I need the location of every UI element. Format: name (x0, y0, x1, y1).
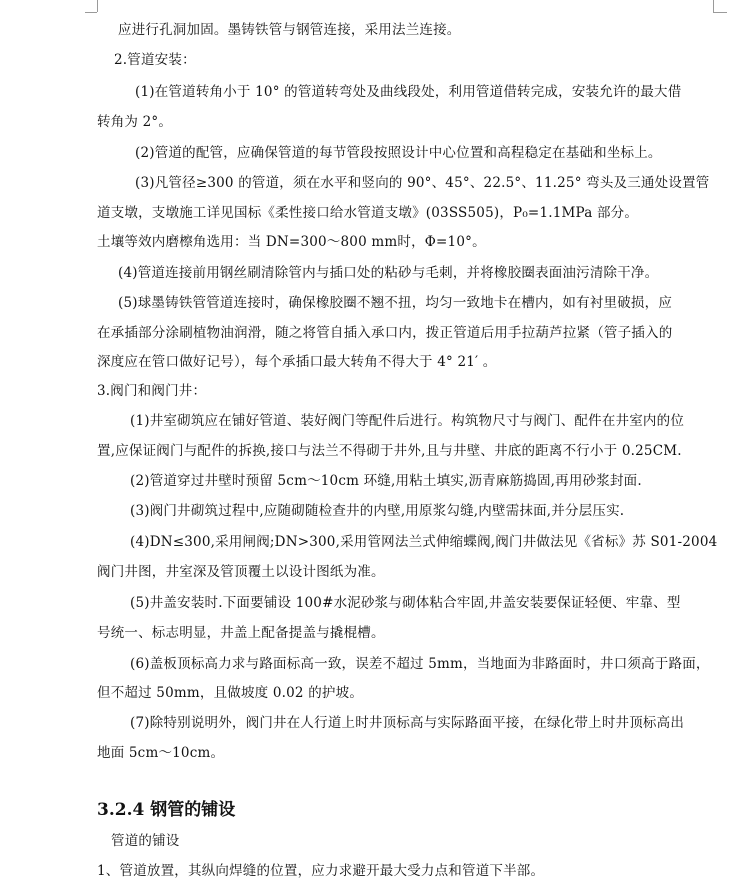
paragraph-line: (2)管道的配管，应确保管道的每节管段按照设计中心位置和高程稳定在基础和坐标上。 (135, 145, 662, 161)
paragraph-line: (1)在管道转角小于 10° 的管道转弯处及曲线段处，利用管道借转完成，安装允许的最大借 (135, 84, 682, 100)
paragraph-line: (1)井室砌筑应在铺好管道、装好阀门等配件后进行。构筑物尺寸与阀门、配件在井室内的位 (130, 413, 685, 429)
paragraph-line: (4)DN≤300,采用闸阀;DN>300,采用管网法兰式伸缩蝶阀,阀门井做法见《省标》苏 S01-2004 (130, 534, 718, 550)
paragraph-line: 但不超过 50mm，且做坡度 0.02 的护坡。 (97, 685, 364, 701)
paragraph-line: (6)盖板顶标高力求与路面标高一致，误差不超过 5mm，当地面为非路面时，井口须高于路面， (130, 656, 710, 672)
paragraph-line: 1、管道放置，其纵向焊缝的位置，应力求避开最大受力点和管道下半部。 (97, 863, 545, 879)
section-label-valves: 3.阀门和阀门井： (97, 383, 207, 399)
section-label-pipe-installation: 2.管道安装： (114, 52, 196, 68)
margin-mark-top-right-vertical (713, 0, 714, 12)
paragraph-line: 道支墩，支墩施工详见国标《柔性接口给水管道支墩》(03SS505)，P₀=1.1MPa 部分。 (97, 205, 639, 221)
sub-heading: 管道的铺设 (111, 833, 180, 849)
margin-mark-top-left-horizontal (85, 12, 97, 13)
paragraph-line: 置,应保证阀门与配件的拆换,接口与法兰不得砌于井外,且与井壁、井底的距离不行小于 0.25CM. (97, 443, 682, 459)
paragraph-line: (4)管道连接前用钢丝刷清除管内与插口处的粘砂与毛刺，并将橡胶圈表面油污清除干净。 (118, 265, 659, 281)
paragraph-line: 深度应在管口做好记号），每个承插口最大转角不得大于 4° 21′ 。 (97, 354, 497, 370)
paragraph-line: 土壤等效内磨檫角选用：当 DN=300～800 mm时，Φ=10°。 (97, 234, 486, 250)
paragraph-line: 应进行孔洞加固。墨铸铁管与钢管连接，采用法兰连接。 (118, 22, 461, 38)
section-heading: 3.2.4 钢管的铺设 (97, 800, 236, 820)
paragraph-line: 号统一、标志明显，井盖上配备提盖与撬棍槽。 (97, 625, 385, 641)
paragraph-line: 转角为 2°。 (97, 114, 173, 130)
paragraph-line: 在承插部分涂刷植物油润滑，随之将管自插入承口内，拨正管道后用手拉葫芦拉紧（管子插入的 (97, 325, 673, 341)
paragraph-line: (5)井盖安装时.下面要铺设 100#水泥砂浆与砌体粘合牢固,井盖安装要保证轻便、牢靠、型 (130, 595, 681, 611)
paragraph-line: (5)球墨铸铁管管道连接时，确保橡胶圈不翘不扭，均匀一致地卡在槽内，如有衬里破损，应 (118, 295, 673, 311)
margin-mark-top-right-horizontal (713, 12, 727, 13)
paragraph-line: (3)凡管径≥300 的管道，须在水平和竖向的 90°、45°、22.5°、11.25° 弯头及三通处设置管 (135, 175, 710, 191)
margin-mark-top-left-vertical (97, 0, 98, 12)
paragraph-line: (3)阀门井砌筑过程中,应随砌随检查井的内壁,用原浆勾缝,内壁需抹面,并分层压实. (130, 503, 625, 519)
paragraph-line: (7)除特别说明外，阀门井在人行道上时井顶标高与实际路面平接，在绿化带上时井顶标高出 (130, 715, 685, 731)
paragraph-line: 阀门井图，井室深及管顶覆土以设计图纸为准。 (97, 564, 385, 580)
paragraph-line: (2)管道穿过井壁时预留 5cm～10cm 环缝,用粘土填实,沥青麻筋捣固,再用砂浆封面. (130, 473, 642, 489)
paragraph-line: 地面 5cm～10cm。 (97, 745, 225, 761)
